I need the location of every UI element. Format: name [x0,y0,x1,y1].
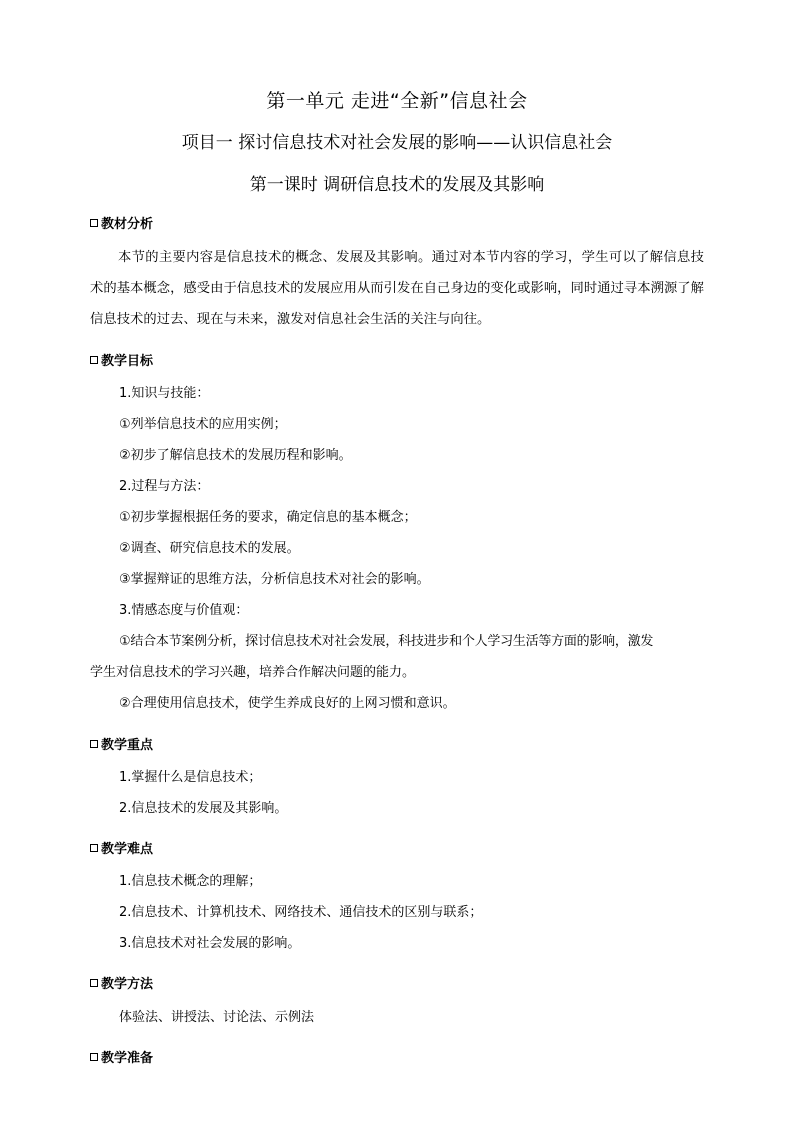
section-heading-text: 教学难点 [101,842,154,857]
analysis-paragraph: 本节的主要内容是信息技术的概念、发展及其影响。通过对本节内容的学习，学生可以了解信息技术的基本概念，感受由于信息技术的发展应用从而引发在自己身边的变化或影响，同时通过寻本溯源了解信息技术的过去、现在与未来，激发对信息社会生活的关注与向往。 [90,250,704,327]
section-heading-analysis [90,213,153,232]
section-heading-text: 教学方法 [101,977,154,992]
goal-line: ①初步掌握根据任务的要求，确定信息的基本概念； [119,510,417,525]
goal-line: ①结合本节案例分析，探讨信息技术对社会发展，科技进步和个人学习生活等方面的影响，激发 [119,634,654,649]
section-heading-methods [90,973,153,992]
section-heading-difficulties [90,838,153,857]
checkbox-bullet-icon [90,740,98,748]
checkbox-bullet-icon [90,979,98,987]
unit-title: 第一单元 走进“全新”信息社会 [266,90,528,112]
section-heading-text: 教学准备 [101,1051,154,1066]
section-heading-text: 教学目标 [101,354,154,369]
methods-text: 体验法、讲授法、讨论法、示例法 [119,1010,315,1025]
section-heading-text: 教学重点 [101,738,154,753]
checkbox-bullet-icon [90,1053,98,1061]
goal-line: ②合理使用信息技术，使学生养成良好的上网习惯和意识。 [119,696,456,711]
lesson-title: 第一课时 调研信息技术的发展及其影响 [249,175,545,195]
key-point-line: 2.信息技术的发展及其影响。 [119,801,288,816]
goal-line: 2.过程与方法： [119,479,210,494]
project-title: 项目一 探讨信息技术对社会发展的影响——认识信息社会 [181,133,613,153]
checkbox-bullet-icon [90,219,98,227]
difficulty-line: 2.信息技术、计算机技术、网络技术、通信技术的区别与联系； [119,905,483,920]
goal-line: ①列举信息技术的应用实例； [119,417,287,432]
goal-line: 1.知识与技能： [119,386,210,401]
goal-line: ②调查、研究信息技术的发展。 [119,541,300,556]
goal-line: ②初步了解信息技术的发展历程和影响。 [119,448,352,463]
checkbox-bullet-icon [90,844,98,852]
goal-line: ③掌握辩证的思维方法，分析信息技术对社会的影响。 [119,572,430,587]
difficulty-line: 3.信息技术对社会发展的影响。 [119,936,301,951]
section-heading-text: 教材分析 [101,217,154,232]
checkbox-bullet-icon [90,356,98,364]
section-heading-goals [90,350,153,369]
goal-line: 3.情感态度与价值观： [119,603,249,618]
goal-line: 学生对信息技术的学习兴趣，培养合作解决问题的能力。 [90,665,416,680]
difficulty-line: 1.信息技术概念的理解； [119,874,262,889]
section-heading-preparation [90,1047,153,1066]
key-point-line: 1.掌握什么是信息技术； [119,770,262,785]
section-heading-key-points [90,734,153,753]
